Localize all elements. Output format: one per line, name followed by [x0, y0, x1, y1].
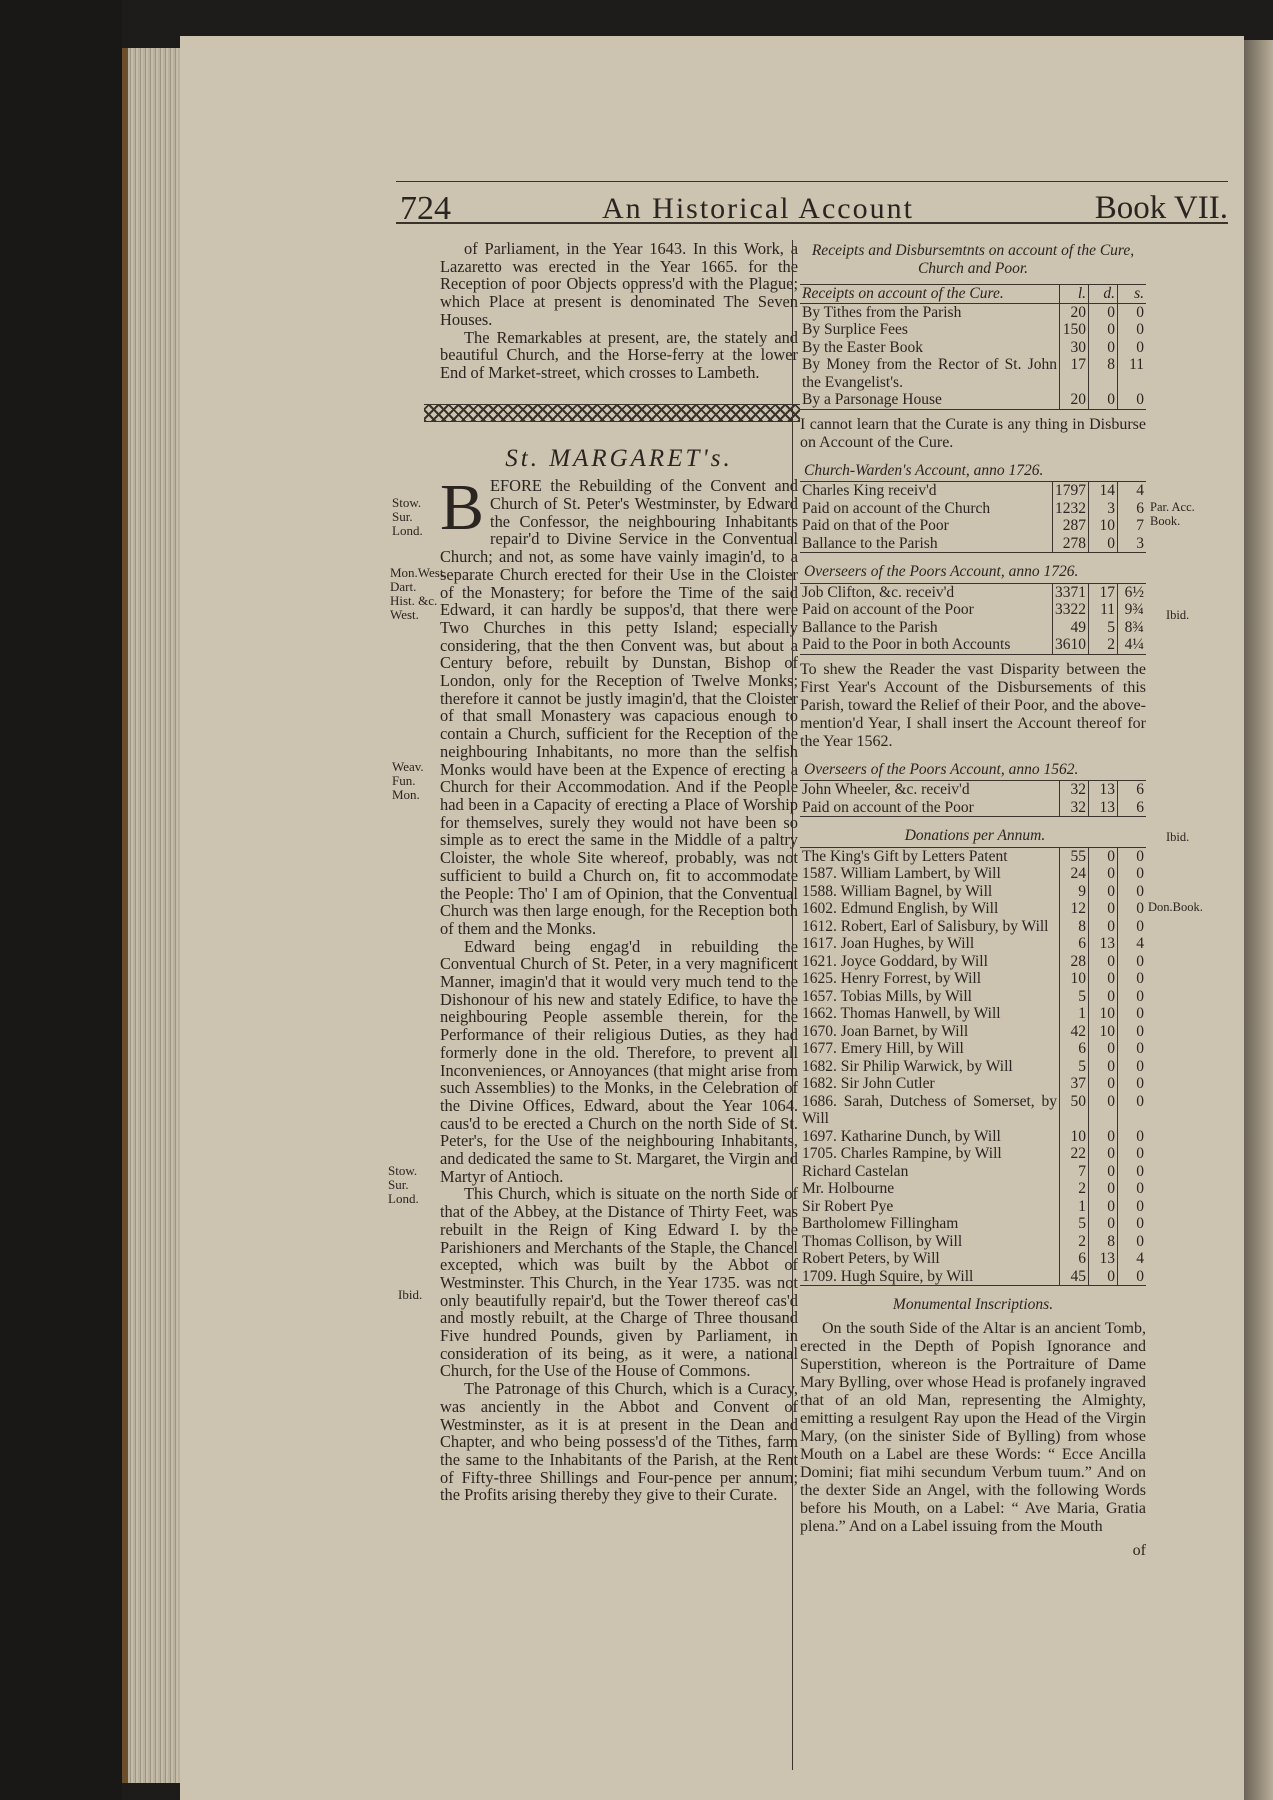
amount-cell: 49 [1053, 619, 1089, 637]
amount-cell: 1 [1060, 1198, 1089, 1216]
row-label: Thomas Collison, by Will [802, 1232, 963, 1250]
amount-cell: 5 [1060, 1215, 1089, 1233]
curate-note: I cannot learn that the Curate is any thing in Disburse on Account of the Cure. [800, 415, 1146, 451]
margin-note: Weav. Fun. Mon. [392, 759, 424, 802]
amount-cell: 7 [1060, 1163, 1089, 1181]
amount-cell: 9¾ [1118, 601, 1147, 619]
table-row [800, 781, 1146, 799]
table-row [800, 1215, 1146, 1233]
amount-cell: 6½ [1118, 583, 1147, 601]
amount-cell: 0 [1118, 847, 1147, 865]
amount-cell: 20 [1060, 303, 1089, 321]
amount-cell: 10 [1060, 970, 1089, 988]
amount-cell: 13 [1089, 1250, 1118, 1268]
page-edges [122, 48, 186, 1783]
amount-cell: 287 [1053, 517, 1089, 535]
amount-cell: 0 [1118, 1145, 1147, 1163]
row-label: Bartholomew Fillingham [802, 1215, 959, 1232]
amount-cell: 20 [1060, 391, 1089, 409]
amount-cell: 0 [1089, 1163, 1118, 1181]
header-rule [396, 181, 1228, 182]
church-warden-table [800, 458, 1146, 553]
table-row [800, 1093, 1146, 1128]
amount-cell: 0 [1089, 339, 1118, 357]
column-divider [792, 240, 793, 1770]
row-label: 1657. Tobias Mills, by Will [802, 987, 972, 1005]
margin-note: Par. Acc. Book. [1150, 500, 1195, 528]
amount-cell: 10 [1089, 1023, 1118, 1041]
row-label: 1697. Katharine Dunch, by Will [802, 1127, 1001, 1145]
amount-cell: 13 [1089, 935, 1118, 953]
amount-cell: 0 [1118, 953, 1147, 971]
table-row [800, 1163, 1146, 1181]
drop-cap: B [440, 471, 485, 545]
margin-note: Ibid. [1166, 608, 1190, 622]
accounts-heading: Receipts and Disbursemtnts on account of the Cure, Church and Poor. [811, 242, 1135, 277]
amount-cell: 42 [1060, 1023, 1089, 1041]
table-caption: Overseers of the Poors Account, anno 1562. [804, 760, 1079, 778]
amount-cell: 5 [1089, 619, 1118, 637]
amount-cell: 30 [1060, 339, 1089, 357]
amount-cell: 0 [1118, 303, 1147, 321]
amount-cell: 12 [1060, 900, 1089, 918]
row-label: John Wheeler, &c. receiv'd [802, 781, 970, 798]
column-header: s. [1118, 285, 1147, 304]
row-label: 1612. Robert, Earl of Salisbury, by Will [802, 917, 1049, 935]
amount-cell: 7 [1118, 517, 1147, 535]
amount-cell: 0 [1089, 847, 1118, 865]
table-row [800, 799, 1146, 817]
row-label: 1587. William Lambert, by Will [802, 865, 1001, 882]
margin-note: Don.Book. [1148, 900, 1203, 914]
row-label: Robert Peters, by Will [802, 1250, 940, 1267]
amount-cell: 0 [1118, 970, 1147, 988]
left-column [440, 240, 798, 1504]
amount-cell: 8 [1060, 918, 1089, 936]
section-title: St. MARGARET's. [505, 444, 733, 472]
amount-cell: 4 [1118, 935, 1147, 953]
amount-cell: 3371 [1053, 583, 1089, 601]
amount-cell: 0 [1118, 1233, 1147, 1251]
row-label: 1709. Hugh Squire, by Will [802, 1267, 974, 1285]
column-header: l. [1060, 285, 1089, 304]
paragraph-2: Edward being engag'd in rebuilding the Conventual Church of St. Peter, in a very magnificent Manner, imagin'd that it would very much tend to the Dishonour of his new and stately Edifice, to have the neighbouring People assemble therein, for the Performance of their religious Duties, as they had formerly done in the old. Therefore, to prevent all Inconveniences, or Annoyances (that might arise from such Assemblies) to the Monks, in the Celebration of the Divine Offices, Edward, about the Year 1064. caus'd to be erected a Church on the north Side of St. Peter's, for the Use of the neighbouring Inhabitants, and dedicated the same to St. Margaret, the Virgin and Martyr of Antioch. [440, 936, 798, 1186]
amount-cell: 4 [1118, 1250, 1147, 1268]
row-label: By Surplice Fees [802, 321, 908, 338]
amount-cell: 0 [1118, 883, 1147, 901]
amount-cell: 37 [1060, 1075, 1089, 1093]
amount-cell: 0 [1118, 339, 1147, 357]
row-label: 1625. Henry Forrest, by Will [802, 970, 982, 987]
amount-cell: 0 [1118, 1005, 1147, 1023]
amount-cell: 0 [1118, 918, 1147, 936]
table-row [800, 303, 1146, 321]
amount-cell: 4 [1118, 482, 1147, 500]
paragraph-4: The Patronage of this Church, which is a Curacy, was anciently in the Abbot and Convent of Westminster, as it is at present in the Dean and Chapter, and who being possess'd of the Tithes, farm the same to the Inhabitants of the Parish, at the Rent of Fifty-three Shillings and Four-pence per annum; the Profits arising thereby they give to their Curate. [440, 1379, 798, 1505]
row-label: 1588. William Bagnel, by Will [802, 882, 993, 900]
table-row [800, 1128, 1146, 1146]
table-row [800, 1198, 1146, 1216]
row-label: The King's Gift by Letters Patent [802, 847, 1008, 865]
table-caption: Receipts on account of the Cure. [800, 285, 1060, 304]
table-caption: Donations per Annum. [904, 827, 1046, 844]
amount-cell: 0 [1118, 1268, 1147, 1286]
table-row [800, 1250, 1146, 1268]
amount-cell: 10 [1089, 517, 1118, 535]
amount-cell: 0 [1089, 1075, 1118, 1093]
amount-cell: 2 [1060, 1233, 1089, 1251]
amount-cell: 9 [1060, 883, 1089, 901]
amount-cell: 0 [1089, 1198, 1118, 1216]
amount-cell: 1232 [1053, 500, 1089, 518]
amount-cell: 0 [1089, 1215, 1118, 1233]
amount-cell: 10 [1060, 1128, 1089, 1146]
amount-cell: 6 [1118, 781, 1147, 799]
row-label: By Tithes from the Parish [802, 303, 962, 321]
amount-cell: 6 [1060, 1040, 1089, 1058]
amount-cell: 0 [1089, 1128, 1118, 1146]
table-row [800, 865, 1146, 883]
amount-cell: 6 [1118, 500, 1147, 518]
overseers-1562-table [800, 757, 1146, 817]
amount-cell: 5 [1060, 1058, 1089, 1076]
table-row [800, 1233, 1146, 1251]
table-row [800, 970, 1146, 988]
amount-cell: 150 [1060, 321, 1089, 339]
amount-cell: 2 [1089, 636, 1118, 654]
amount-cell: 8 [1089, 1233, 1118, 1251]
table-row [800, 883, 1146, 901]
amount-cell: 0 [1089, 1093, 1118, 1128]
amount-cell: 0 [1118, 988, 1147, 1006]
amount-cell: 0 [1089, 918, 1118, 936]
table-row [800, 619, 1146, 637]
amount-cell: 0 [1089, 1180, 1118, 1198]
table-row [800, 1005, 1146, 1023]
amount-cell: 0 [1089, 988, 1118, 1006]
table-row [800, 988, 1146, 1006]
amount-cell: 0 [1089, 391, 1118, 409]
row-label: 1686. Sarah, Dutchess of Somerset, by Will [802, 1092, 1057, 1127]
row-label: 1682. Sir John Cutler [802, 1075, 935, 1092]
amount-cell: 0 [1118, 900, 1147, 918]
donations-box [800, 823, 1146, 1286]
row-label: Charles King receiv'd [802, 482, 937, 499]
row-label: Ballance to the Parish [802, 618, 938, 636]
remarkables-paragraph: The Remarkables at present, are, the stately and beautiful Church, and the Horse-ferry at the lower End of Market-street, which crosses to Lambeth. [440, 327, 798, 382]
table-row [800, 1075, 1146, 1093]
table-row [800, 339, 1146, 357]
row-label: Richard Castelan [802, 1162, 909, 1180]
row-label: By the Easter Book [802, 338, 923, 356]
row-label: Paid on account of the Church [802, 499, 991, 517]
row-label: 1682. Sir Philip Warwick, by Will [802, 1057, 1013, 1075]
table-row [800, 1268, 1146, 1286]
amount-cell: 0 [1089, 970, 1118, 988]
overseers-1726-table [800, 559, 1146, 654]
table-row [800, 500, 1146, 518]
running-header [396, 186, 1228, 227]
amount-cell: 4¼ [1118, 636, 1147, 654]
table-caption: Church-Warden's Account, anno 1726. [804, 461, 1044, 479]
paragraph-1: EFORE the Rebuilding of the Convent and Church of St. Peter's Westminster, by Edward the Confessor, the neighbouring Inhabitants repair'd to Divine Service in the Conventual Church; and not, as some have vainly imagin'd, to a separate Church erected for their Use in the Cloister of the Monastery; for before the Time of the said Edward, it can hardly be suppos'd, that there were Two Churches in this petty Island; especially considering, that the then Convent was, but about a Century before, rebuilt by Dunstan, Bishop of London, only for the Reception of Twelve Monks; therefore it cannot be justly imagin'd, that the Cloister of that small Monastery was capacious enough to contain a Church, sufficient for the Reception of the neighbouring Inhabitants, no more than the selfish Monks would have been at the Expence of erecting a Church for their Accommodation. And if the People had been in a Capacity of erecting a Place of Worship for themselves, surely they would not have been so simple as to erect the same in the Middle of a paltry Cloister, the whole Site whereof, probably, was not sufficient to build a Church on, fit to accommodate the People: Tho' I am of Opinion, that the Conventual Church was then large enough, for the Reception both of them and the Monks. [440, 476, 798, 938]
amount-cell: 0 [1118, 1075, 1147, 1093]
table-row [800, 517, 1146, 535]
amount-cell: 14 [1089, 482, 1118, 500]
row-label: Ballance to the Parish [802, 534, 938, 552]
amount-cell: 0 [1089, 1145, 1118, 1163]
margin-note: Ibid. [1166, 830, 1190, 844]
disparity-note: To shew the Reader the vast Disparity between the First Year's Account of the Disbursements of this Parish, toward the Relief of their Poor, and the above-mention'd Year, I shall insert the Account thereof for the Year 1562. [800, 660, 1146, 750]
overseers-1726-box [800, 559, 1146, 655]
amount-cell: 17 [1089, 583, 1118, 601]
table-row [800, 935, 1146, 953]
amount-cell: 55 [1060, 847, 1089, 865]
table-row [800, 1058, 1146, 1076]
overseers-1562-box [800, 757, 1146, 818]
amount-cell: 8¾ [1118, 619, 1147, 637]
amount-cell: 0 [1118, 1215, 1147, 1233]
amount-cell: 45 [1060, 1268, 1089, 1286]
amount-cell: 0 [1118, 1128, 1147, 1146]
amount-cell: 0 [1089, 303, 1118, 321]
amount-cell: 22 [1060, 1145, 1089, 1163]
amount-cell: 0 [1118, 1180, 1147, 1198]
table-row [800, 1180, 1146, 1198]
amount-cell: 0 [1089, 1058, 1118, 1076]
row-label: 1621. Joyce Goddard, by Will [802, 952, 988, 970]
table-row [800, 356, 1146, 391]
amount-cell: 2 [1060, 1180, 1089, 1198]
amount-cell: 0 [1089, 900, 1118, 918]
row-label: Job Clifton, &c. receiv'd [802, 583, 955, 601]
row-label: 1602. Edmund English, by Will [802, 900, 999, 917]
amount-cell: 13 [1089, 799, 1118, 817]
margin-note: Mon.West. Dart. Hist. &c. West. [390, 565, 447, 622]
amount-cell: 1797 [1053, 482, 1089, 500]
cure-receipts-box [800, 284, 1146, 410]
amount-cell: 3 [1118, 535, 1147, 553]
amount-cell: 0 [1089, 883, 1118, 901]
amount-cell: 1 [1060, 1005, 1089, 1023]
amount-cell: 0 [1118, 391, 1147, 409]
row-label: By a Parsonage House [802, 391, 942, 408]
amount-cell: 3 [1089, 500, 1118, 518]
amount-cell: 8 [1089, 356, 1118, 391]
row-label: 1677. Emery Hill, by Will [802, 1040, 964, 1057]
monumental-text: On the south Side of the Altar is an ancient Tomb, erected in the Depth of Popish Ignorance and Superstition, whereon is the Portraiture of Dame Mary Bylling, over whose Head is profanely ingraved that of an old Man, representing the Almighty, emitting a resulgent Ray upon the Head of the Virgin Mary, (on the sinister Side of Bylling) from whose Mouth on a Label are these Words: “ Ecce Ancilla Domini; fiat mihi secundum Verbum tuum.” And on the dexter Side an Angel, with the following Words before his Mouth, on a Label: “ Ave Maria, Gratia plena.” And on a Label issuing from the Mouth [800, 1319, 1146, 1535]
table-row [800, 535, 1146, 553]
amount-cell: 0 [1089, 1040, 1118, 1058]
row-label: 1617. Joan Hughes, by Will [802, 935, 975, 952]
table-caption: Overseers of the Poors Account, anno 1726. [804, 563, 1079, 580]
table-row [800, 391, 1146, 409]
amount-cell: 0 [1118, 1058, 1147, 1076]
amount-cell: 32 [1060, 781, 1089, 799]
church-warden-box [800, 458, 1146, 554]
catchword: of [1132, 1541, 1146, 1559]
book-label: Book VII. [1094, 190, 1228, 226]
amount-cell: 0 [1089, 321, 1118, 339]
amount-cell: 6 [1060, 1250, 1089, 1268]
ornamental-band [424, 404, 800, 422]
row-label: 1662. Thomas Hanwell, by Will [802, 1005, 1001, 1022]
amount-cell: 0 [1089, 953, 1118, 971]
amount-cell: 17 [1060, 356, 1089, 391]
amount-cell: 24 [1060, 865, 1089, 883]
amount-cell: 11 [1089, 601, 1118, 619]
amount-cell: 0 [1089, 1268, 1118, 1286]
paragraph-3: This Church, which is situate on the north Side of that of the Abbey, at the Distance of Thirty Feet, was rebuilt in the Reign of King Edward I. by the Parishioners and Merchants of the Staple, the Chancel excepted, which was built by the Abbot of Westminster. This Church, in the Year 1735. was not only beautifully repair'd, but the Tower thereof cas'd and mostly rebuilt, at the Charge of Three thousand Five hundred Pounds, given by Parliament, in consideration of its being, as it were, a national Church, for the Use of the House of Commons. [440, 1184, 798, 1381]
row-label: Paid to the Poor in both Accounts [802, 636, 1011, 653]
table-row [800, 1023, 1146, 1041]
row-label: 1705. Charles Rampine, by Will [802, 1145, 1002, 1162]
amount-cell: 0 [1118, 1163, 1147, 1181]
facing-page-edge [1244, 40, 1273, 1800]
amount-cell: 28 [1060, 953, 1089, 971]
donations-table [800, 823, 1146, 1285]
amount-cell: 10 [1089, 1005, 1118, 1023]
amount-cell: 32 [1060, 799, 1089, 817]
table-row [800, 482, 1146, 500]
amount-cell: 0 [1118, 1040, 1147, 1058]
margin-note: Stow. Sur. Lond. [392, 495, 423, 538]
margin-note: Ibid. [398, 1287, 423, 1302]
intro-paragraph: of Parliament, in the Year 1643. In this Work, a Lazaretto was erected in the Year 1665. for the Reception of poor Objects oppress'd with the Plague; which Place at present is denominated The Seven Houses. [440, 239, 798, 329]
amount-cell: 0 [1118, 1023, 1147, 1041]
row-label: 1670. Joan Barnet, by Will [802, 1022, 969, 1040]
book-spine-shadow [0, 0, 122, 1800]
amount-cell: 6 [1060, 935, 1089, 953]
table-row [800, 1040, 1146, 1058]
table-row [800, 321, 1146, 339]
amount-cell: 50 [1060, 1093, 1089, 1128]
running-title: An Historical Account [602, 192, 914, 225]
row-label: Paid on account of the Poor [802, 601, 974, 618]
amount-cell: 0 [1089, 865, 1118, 883]
amount-cell: 278 [1053, 535, 1089, 553]
monumental-heading: Monumental Inscriptions. [892, 1296, 1054, 1313]
table-row [800, 953, 1146, 971]
row-label: By Money from the Rector of St. John the Evangelist's. [802, 356, 1057, 391]
table-row [800, 601, 1146, 619]
amount-cell: 0 [1118, 1198, 1147, 1216]
table-row [800, 847, 1146, 865]
table-row [800, 636, 1146, 654]
page-number: 724 [400, 190, 451, 227]
table-row [800, 918, 1146, 936]
row-label: Sir Robert Pye [802, 1197, 894, 1215]
cure-receipts-table [800, 284, 1146, 409]
amount-cell: 0 [1118, 1093, 1147, 1128]
row-label: Paid on that of the Poor [802, 517, 949, 534]
column-header: d. [1089, 285, 1118, 304]
amount-cell: 0 [1089, 535, 1118, 553]
row-label: Mr. Holbourne [802, 1180, 895, 1197]
table-row [800, 900, 1146, 918]
table-row [800, 583, 1146, 601]
amount-cell: 3322 [1053, 601, 1089, 619]
amount-cell: 0 [1118, 865, 1147, 883]
amount-cell: 3610 [1053, 636, 1089, 654]
amount-cell: 13 [1089, 781, 1118, 799]
amount-cell: 0 [1118, 321, 1147, 339]
amount-cell: 11 [1118, 356, 1147, 391]
row-label: Paid on account of the Poor [802, 798, 974, 816]
table-row [800, 1145, 1146, 1163]
amount-cell: 5 [1060, 988, 1089, 1006]
right-column [800, 240, 1146, 1559]
amount-cell: 6 [1118, 799, 1147, 817]
margin-note: Stow. Sur. Lond. [388, 1163, 419, 1206]
